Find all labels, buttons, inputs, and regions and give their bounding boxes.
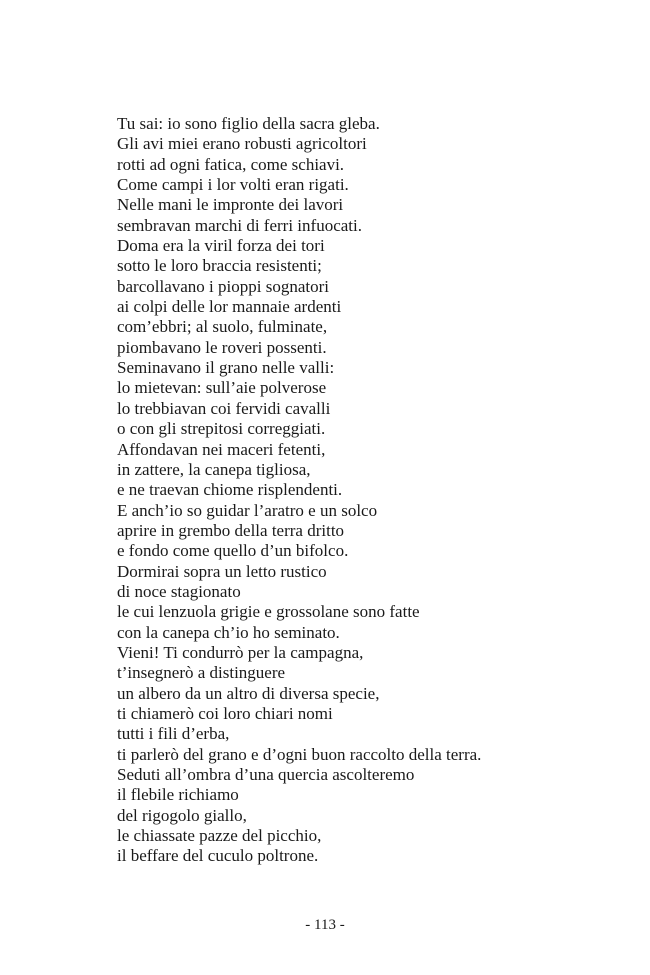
poem-line: tutti i fili d’erba, — [117, 724, 230, 744]
poem-line: E anch’io so guidar l’aratro e un solco — [117, 500, 378, 520]
poem-line: Seminavano il grano nelle valli: — [117, 358, 335, 378]
poem-line: con la canepa ch’io ho seminato. — [117, 622, 340, 642]
poem-line: ti parlerò del grano e d’ogni buon raccolto della terra. — [117, 744, 482, 764]
poem-line: in zattere, la canepa tigliosa, — [117, 459, 311, 479]
poem-line: il beffare del cuculo poltrone. — [117, 846, 319, 866]
poem-line: ti chiamerò coi loro chiari nomi — [117, 703, 333, 723]
page-number: - 113 - — [305, 917, 345, 933]
poem-line: Dormirai sopra un letto rustico — [117, 561, 327, 581]
poem-line: Nelle mani le impronte dei lavori — [117, 195, 344, 215]
poem-line: Tu sai: io sono figlio della sacra gleba. — [117, 114, 380, 133]
poem-line: rotti ad ogni fatica, come schiavi. — [117, 154, 345, 174]
poem-line: le chiassate pazze del picchio, — [117, 826, 322, 846]
poem-line: barcollavano i pioppi sognatori — [117, 276, 329, 296]
poem-line: di noce stagionato — [117, 581, 241, 601]
poem-line: e ne traevan chiome risplendenti. — [117, 480, 343, 500]
poem-line: piombavano le roveri possenti. — [117, 337, 327, 357]
poem-line: aprire in grembo della terra dritto — [117, 520, 345, 540]
poem-line: e fondo come quello d’un bifolco. — [117, 541, 349, 561]
poem-text — [117, 114, 481, 867]
poem-line: Doma era la viril forza dei tori — [117, 236, 325, 256]
poem-line: lo mietevan: sull’aie polverose — [117, 378, 327, 398]
poem-line: com’ebbri; al suolo, fulminate, — [117, 317, 328, 337]
poem-line: lo trebbiavan coi fervidi cavalli — [117, 398, 331, 418]
poem-line: Vieni! Ti condurrò per la campagna, — [117, 642, 364, 662]
poem-line: Come campi i lor volti eran rigati. — [117, 175, 349, 195]
poem-line: le cui lenzuola grigie e grossolane sono fatte — [117, 602, 420, 622]
poem-line: del rigogolo giallo, — [117, 805, 247, 825]
poem-line: un albero da un altro di diversa specie, — [117, 683, 380, 703]
poem-line: Affondavan nei maceri fetenti, — [117, 439, 326, 459]
poem-line: Seduti all’ombra d’una quercia ascolteremo — [117, 765, 415, 784]
poem-line: sotto le loro braccia resistenti; — [117, 256, 322, 276]
poem-line: Gli avi miei erano robusti agricoltori — [117, 134, 367, 154]
poem-line: ai colpi delle lor mannaie ardenti — [117, 297, 342, 317]
poem-line: sembravan marchi di ferri infuocati. — [117, 215, 362, 235]
poem-line: o con gli strepitosi correggiati. — [117, 419, 326, 439]
poem-line: t’insegnerò a distinguere — [117, 663, 286, 683]
poem-line: il flebile richiamo — [117, 785, 239, 805]
